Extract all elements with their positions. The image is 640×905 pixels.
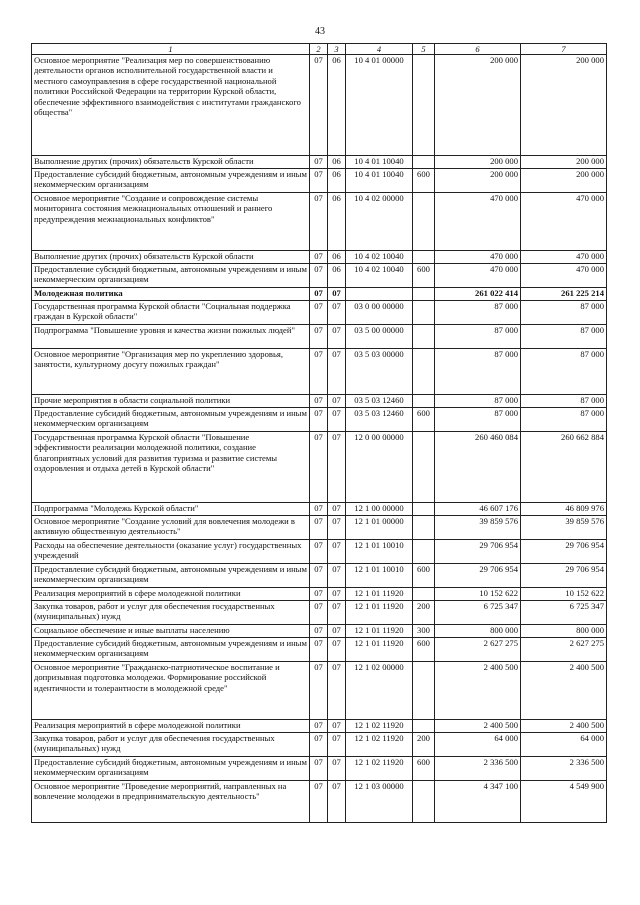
subsection-code-cell: 07 <box>328 503 346 516</box>
amount-year2-cell: 46 809 976 <box>521 503 607 516</box>
table-row <box>32 408 607 432</box>
amount-year2-cell: 64 000 <box>521 733 607 757</box>
amount-year2-cell: 29 706 954 <box>521 564 607 588</box>
amount-year2-cell: 2 400 500 <box>521 720 607 733</box>
row-name-cell: Основное мероприятие "Создание и сопровождение системы мониторинга состояния межнациональных отношений и раннего предупреждения межнациональных конфликтов" <box>32 193 310 251</box>
amount-year1-cell: 87 000 <box>435 408 521 432</box>
expense-type-code-cell <box>413 432 435 503</box>
section-code-cell: 07 <box>310 288 328 301</box>
subsection-code-cell: 07 <box>328 662 346 720</box>
table-row <box>32 625 607 638</box>
table-row <box>32 588 607 601</box>
table-row <box>32 781 607 823</box>
table-row <box>32 193 607 251</box>
row-name-cell: Прочие мероприятия в области социальной политики <box>32 395 310 408</box>
target-item-code-cell: 12 1 02 00000 <box>346 662 413 720</box>
row-name-cell: Государственная программа Курской области "Повышение эффективности реализации молодежной политики, создание благоприятных условий для развития туризма и развитие системы оздоровления и отдыха детей в Курской области" <box>32 432 310 503</box>
amount-year2-cell: 260 662 884 <box>521 432 607 503</box>
expense-type-code-cell <box>413 395 435 408</box>
subsection-code-cell: 07 <box>328 301 346 325</box>
amount-year1-cell: 261 022 414 <box>435 288 521 301</box>
table-row <box>32 55 607 156</box>
target-item-code-cell: 12 1 00 00000 <box>346 503 413 516</box>
section-code-cell: 07 <box>310 720 328 733</box>
target-item-code-cell: 10 4 02 00000 <box>346 193 413 251</box>
amount-year2-cell: 470 000 <box>521 264 607 288</box>
budget-table <box>31 43 607 823</box>
section-code-cell: 07 <box>310 432 328 503</box>
amount-year1-cell: 470 000 <box>435 193 521 251</box>
amount-year1-cell: 87 000 <box>435 325 521 349</box>
amount-year1-cell: 470 000 <box>435 264 521 288</box>
subsection-code-cell: 07 <box>328 325 346 349</box>
subsection-code-cell: 06 <box>328 156 346 169</box>
amount-year1-cell: 29 706 954 <box>435 540 521 564</box>
section-code-cell: 07 <box>310 395 328 408</box>
amount-year2-cell: 10 152 622 <box>521 588 607 601</box>
table-row <box>32 156 607 169</box>
target-item-code-cell: 03 5 03 12460 <box>346 395 413 408</box>
section-code-cell: 07 <box>310 55 328 156</box>
table-row <box>32 288 607 301</box>
amount-year1-cell: 6 725 347 <box>435 601 521 625</box>
section-code-cell: 07 <box>310 325 328 349</box>
section-code-cell: 07 <box>310 193 328 251</box>
section-code-cell: 07 <box>310 662 328 720</box>
section-code-cell: 07 <box>310 588 328 601</box>
section-code-cell: 07 <box>310 156 328 169</box>
column-number: 1 <box>32 44 310 55</box>
amount-year2-cell: 87 000 <box>521 325 607 349</box>
amount-year2-cell: 2 336 500 <box>521 757 607 781</box>
amount-year2-cell: 470 000 <box>521 193 607 251</box>
subsection-code-cell: 07 <box>328 516 346 540</box>
section-code-cell: 07 <box>310 503 328 516</box>
amount-year1-cell: 87 000 <box>435 395 521 408</box>
subsection-code-cell: 07 <box>328 564 346 588</box>
column-number: 4 <box>346 44 413 55</box>
subsection-code-cell: 07 <box>328 395 346 408</box>
row-name-cell: Предоставление субсидий бюджетным, автономным учреждениям и иным некоммерческим организациям <box>32 169 310 193</box>
row-name-cell: Предоставление субсидий бюджетным, автономным учреждениям и иным некоммерческим организациям <box>32 408 310 432</box>
row-name-cell: Реализация мероприятий в сфере молодежной политики <box>32 588 310 601</box>
section-code-cell: 07 <box>310 564 328 588</box>
amount-year1-cell: 800 000 <box>435 625 521 638</box>
expense-type-code-cell: 600 <box>413 264 435 288</box>
page-number: 43 <box>315 26 325 37</box>
expense-type-code-cell <box>413 720 435 733</box>
row-name-cell: Выполнение других (прочих) обязательств Курской области <box>32 251 310 264</box>
column-number: 5 <box>413 44 435 55</box>
subsection-code-cell: 07 <box>328 781 346 823</box>
target-item-code-cell: 12 1 02 11920 <box>346 720 413 733</box>
amount-year1-cell: 29 706 954 <box>435 564 521 588</box>
expense-type-code-cell: 600 <box>413 757 435 781</box>
expense-type-code-cell <box>413 156 435 169</box>
section-code-cell: 07 <box>310 516 328 540</box>
amount-year1-cell: 39 859 576 <box>435 516 521 540</box>
subsection-code-cell: 06 <box>328 251 346 264</box>
target-item-code-cell: 12 1 01 11920 <box>346 601 413 625</box>
target-item-code-cell: 12 0 00 00000 <box>346 432 413 503</box>
target-item-code-cell: 10 4 01 10040 <box>346 156 413 169</box>
row-name-cell: Молодежная политика <box>32 288 310 301</box>
table-body <box>32 55 607 823</box>
amount-year2-cell: 2 400 500 <box>521 662 607 720</box>
target-item-code-cell: 10 4 02 10040 <box>346 251 413 264</box>
table-row <box>32 432 607 503</box>
amount-year1-cell: 470 000 <box>435 251 521 264</box>
subsection-code-cell: 07 <box>328 757 346 781</box>
expense-type-code-cell: 200 <box>413 601 435 625</box>
target-item-code-cell: 12 1 01 00000 <box>346 516 413 540</box>
subsection-code-cell: 07 <box>328 432 346 503</box>
subsection-code-cell: 07 <box>328 349 346 395</box>
expense-type-code-cell <box>413 349 435 395</box>
amount-year1-cell: 87 000 <box>435 301 521 325</box>
target-item-code-cell: 12 1 01 10010 <box>346 540 413 564</box>
table-row <box>32 169 607 193</box>
section-code-cell: 07 <box>310 601 328 625</box>
section-code-cell: 07 <box>310 540 328 564</box>
table-row <box>32 601 607 625</box>
subsection-code-cell: 07 <box>328 733 346 757</box>
amount-year1-cell: 200 000 <box>435 55 521 156</box>
expense-type-code-cell: 600 <box>413 169 435 193</box>
table-row <box>32 349 607 395</box>
subsection-code-cell: 06 <box>328 55 346 156</box>
amount-year1-cell: 2 627 275 <box>435 638 521 662</box>
table-row <box>32 720 607 733</box>
target-item-code-cell: 10 4 02 10040 <box>346 264 413 288</box>
target-item-code-cell: 03 5 03 00000 <box>346 349 413 395</box>
amount-year1-cell: 4 347 100 <box>435 781 521 823</box>
amount-year2-cell: 2 627 275 <box>521 638 607 662</box>
column-number: 6 <box>435 44 521 55</box>
row-name-cell: Основное мероприятие "Создание условий для вовлечения молодежи в активную общественную деятельность" <box>32 516 310 540</box>
subsection-code-cell: 07 <box>328 408 346 432</box>
table-row <box>32 733 607 757</box>
amount-year2-cell: 470 000 <box>521 251 607 264</box>
row-name-cell: Закупка товаров, работ и услуг для обеспечения государственных (муниципальных) нужд <box>32 601 310 625</box>
subsection-code-cell: 07 <box>328 588 346 601</box>
amount-year2-cell: 200 000 <box>521 55 607 156</box>
expense-type-code-cell <box>413 301 435 325</box>
column-number: 3 <box>328 44 346 55</box>
subsection-code-cell: 07 <box>328 625 346 638</box>
row-name-cell: Закупка товаров, работ и услуг для обеспечения государственных (муниципальных) нужд <box>32 733 310 757</box>
row-name-cell: Предоставление субсидий бюджетным, автономным учреждениям и иным некоммерческим организациям <box>32 757 310 781</box>
column-number-row <box>32 44 607 55</box>
section-code-cell: 07 <box>310 349 328 395</box>
column-number: 2 <box>310 44 328 55</box>
section-code-cell: 07 <box>310 169 328 193</box>
expense-type-code-cell: 200 <box>413 733 435 757</box>
row-name-cell: Выполнение других (прочих) обязательств Курской области <box>32 156 310 169</box>
subsection-code-cell: 07 <box>328 638 346 662</box>
amount-year2-cell: 87 000 <box>521 301 607 325</box>
target-item-code-cell: 12 1 01 11920 <box>346 638 413 662</box>
amount-year2-cell: 87 000 <box>521 395 607 408</box>
section-code-cell: 07 <box>310 264 328 288</box>
section-code-cell: 07 <box>310 733 328 757</box>
expense-type-code-cell <box>413 55 435 156</box>
section-code-cell: 07 <box>310 408 328 432</box>
amount-year1-cell: 46 607 176 <box>435 503 521 516</box>
expense-type-code-cell <box>413 193 435 251</box>
target-item-code-cell <box>346 288 413 301</box>
amount-year1-cell: 2 400 500 <box>435 662 521 720</box>
target-item-code-cell: 10 4 01 10040 <box>346 169 413 193</box>
row-name-cell: Государственная программа Курской области "Социальная поддержка граждан в Курской области" <box>32 301 310 325</box>
amount-year2-cell: 200 000 <box>521 156 607 169</box>
expense-type-code-cell <box>413 588 435 601</box>
target-item-code-cell: 12 1 01 11920 <box>346 588 413 601</box>
row-name-cell: Реализация мероприятий в сфере молодежной политики <box>32 720 310 733</box>
table-row <box>32 564 607 588</box>
subsection-code-cell: 07 <box>328 720 346 733</box>
amount-year2-cell: 29 706 954 <box>521 540 607 564</box>
expense-type-code-cell: 300 <box>413 625 435 638</box>
row-name-cell: Основное мероприятие "Проведение мероприятий, направленных на вовлечение молодежи в предпринимательскую деятельность" <box>32 781 310 823</box>
expense-type-code-cell <box>413 503 435 516</box>
amount-year2-cell: 87 000 <box>521 408 607 432</box>
amount-year2-cell: 800 000 <box>521 625 607 638</box>
row-name-cell: Подпрограмма "Молодежь Курской области" <box>32 503 310 516</box>
section-code-cell: 07 <box>310 638 328 662</box>
amount-year2-cell: 261 225 214 <box>521 288 607 301</box>
target-item-code-cell: 10 4 01 00000 <box>346 55 413 156</box>
row-name-cell: Предоставление субсидий бюджетным, автономным учреждениям и иным некоммерческим организациям <box>32 638 310 662</box>
amount-year1-cell: 200 000 <box>435 156 521 169</box>
row-name-cell: Основное мероприятие "Реализация мер по совершенствованию деятельности органов исполнительной государственной власти и местного самоуправления в сфере государственной национальной политики Российской Федерации на территории Курской области, обеспечение эффективного взаимодействия с институтами гражданского общества" <box>32 55 310 156</box>
expense-type-code-cell: 600 <box>413 638 435 662</box>
amount-year1-cell: 200 000 <box>435 169 521 193</box>
expense-type-code-cell <box>413 325 435 349</box>
target-item-code-cell: 12 1 01 10010 <box>346 564 413 588</box>
table-row <box>32 503 607 516</box>
row-name-cell: Основное мероприятие "Гражданско-патриотическое воспитание и допризывная подготовка молодежи. Формирование российской идентичности и толерантности в молодежной среде" <box>32 662 310 720</box>
expense-type-code-cell <box>413 781 435 823</box>
section-code-cell: 07 <box>310 757 328 781</box>
table-row <box>32 251 607 264</box>
expense-type-code-cell: 600 <box>413 564 435 588</box>
subsection-code-cell: 06 <box>328 193 346 251</box>
subsection-code-cell: 07 <box>328 288 346 301</box>
table-row <box>32 395 607 408</box>
expense-type-code-cell <box>413 540 435 564</box>
target-item-code-cell: 03 5 03 12460 <box>346 408 413 432</box>
table-row <box>32 325 607 349</box>
table-row <box>32 662 607 720</box>
expense-type-code-cell: 600 <box>413 408 435 432</box>
target-item-code-cell: 12 1 02 11920 <box>346 733 413 757</box>
amount-year2-cell: 87 000 <box>521 349 607 395</box>
amount-year2-cell: 4 549 900 <box>521 781 607 823</box>
section-code-cell: 07 <box>310 251 328 264</box>
row-name-cell: Расходы на обеспечение деятельности (оказание услуг) государственных учреждений <box>32 540 310 564</box>
table-row <box>32 516 607 540</box>
expense-type-code-cell <box>413 662 435 720</box>
amount-year1-cell: 10 152 622 <box>435 588 521 601</box>
table-row <box>32 264 607 288</box>
amount-year1-cell: 87 000 <box>435 349 521 395</box>
table-row <box>32 540 607 564</box>
target-item-code-cell: 03 0 00 00000 <box>346 301 413 325</box>
subsection-code-cell: 06 <box>328 264 346 288</box>
section-code-cell: 07 <box>310 625 328 638</box>
row-name-cell: Основное мероприятие "Организация мер по укреплению здоровья, занятости, культурному досугу пожилых граждан" <box>32 349 310 395</box>
amount-year1-cell: 64 000 <box>435 733 521 757</box>
table-row <box>32 301 607 325</box>
expense-type-code-cell <box>413 516 435 540</box>
row-name-cell: Социальное обеспечение и иные выплаты населению <box>32 625 310 638</box>
table-row <box>32 757 607 781</box>
target-item-code-cell: 03 5 00 00000 <box>346 325 413 349</box>
amount-year2-cell: 39 859 576 <box>521 516 607 540</box>
subsection-code-cell: 07 <box>328 601 346 625</box>
amount-year1-cell: 260 460 084 <box>435 432 521 503</box>
expense-type-code-cell <box>413 251 435 264</box>
row-name-cell: Предоставление субсидий бюджетным, автономным учреждениям и иным некоммерческим организациям <box>32 564 310 588</box>
row-name-cell: Предоставление субсидий бюджетным, автономным учреждениям и иным некоммерческим организациям <box>32 264 310 288</box>
table-row <box>32 638 607 662</box>
amount-year2-cell: 6 725 347 <box>521 601 607 625</box>
amount-year1-cell: 2 400 500 <box>435 720 521 733</box>
target-item-code-cell: 12 1 02 11920 <box>346 757 413 781</box>
target-item-code-cell: 12 1 01 11920 <box>346 625 413 638</box>
target-item-code-cell: 12 1 03 00000 <box>346 781 413 823</box>
row-name-cell: Подпрограмма "Повышение уровня и качества жизни пожилых людей" <box>32 325 310 349</box>
section-code-cell: 07 <box>310 781 328 823</box>
amount-year2-cell: 200 000 <box>521 169 607 193</box>
subsection-code-cell: 07 <box>328 540 346 564</box>
section-code-cell: 07 <box>310 301 328 325</box>
column-number: 7 <box>521 44 607 55</box>
expense-type-code-cell <box>413 288 435 301</box>
subsection-code-cell: 06 <box>328 169 346 193</box>
amount-year1-cell: 2 336 500 <box>435 757 521 781</box>
